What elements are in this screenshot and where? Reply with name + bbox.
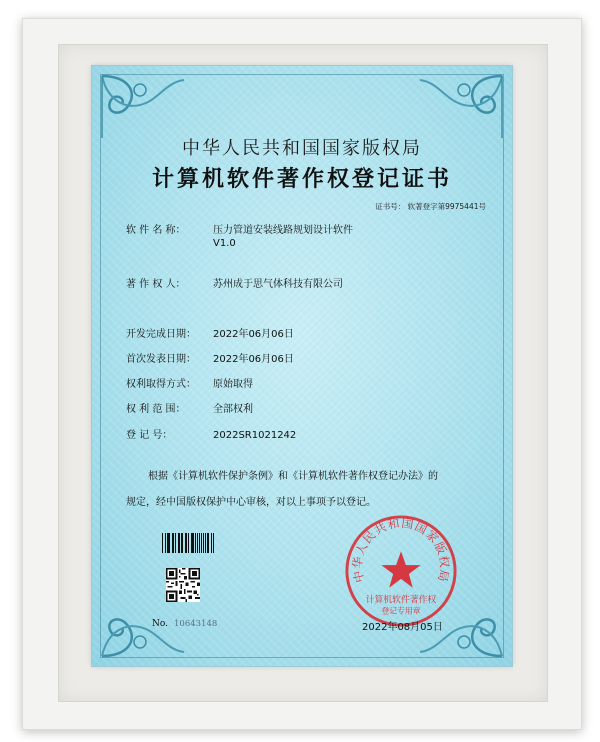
barcode-bar — [178, 533, 179, 553]
barcode-bar — [192, 533, 194, 553]
field-value: 2022年06月06日 — [213, 354, 294, 365]
barcode-bar — [213, 533, 214, 553]
barcode-bar — [173, 533, 174, 553]
field-label: 登 记 号： — [126, 430, 173, 441]
issuer-title: 中华人民共和国国家版权局 — [182, 138, 422, 159]
certificate-number-label: 证书号： — [375, 202, 406, 211]
barcode-bar — [168, 533, 170, 553]
barcode-bar — [186, 533, 187, 553]
barcode-bar — [211, 533, 212, 553]
barcode-bar — [162, 533, 163, 553]
field-value: 全部权利 — [213, 404, 253, 415]
issue-date: 2022年08月05日 — [362, 622, 443, 633]
barcode — [162, 533, 214, 553]
statement-line-1: 根据《计算机软件保护条例》和《计算机软件著作权登记办法》的 — [148, 471, 438, 482]
field-label: 权利取得方式： — [126, 379, 196, 390]
barcode-bar — [201, 533, 202, 553]
field-label: 著 作 权 人： — [126, 279, 186, 290]
serial-number — [152, 619, 217, 629]
barcode-bar — [203, 533, 204, 553]
barcode-bar — [181, 533, 183, 553]
field-value: 苏州成于思气体科技有限公司 — [213, 279, 343, 290]
barcode-bar — [172, 533, 173, 553]
certificate-title: 计算机软件著作权登记证书 — [151, 166, 452, 192]
barcode-bar — [207, 533, 209, 553]
barcode-bar — [185, 533, 186, 553]
corner-ornament-top-right — [416, 72, 506, 142]
certificate-number-value: 软著登字第9975441号 — [407, 202, 486, 211]
field-label: 首次发表日期： — [126, 354, 196, 365]
barcode-bar — [199, 533, 200, 553]
svg-text:中华人民共和国国家版权局: 中华人民共和国国家版权局 — [350, 515, 452, 584]
svg-text:登记专用章: 登记专用章 — [381, 606, 421, 616]
qr-code — [166, 568, 200, 602]
corner-ornament-top-left — [98, 72, 188, 142]
barcode-bar — [191, 533, 192, 553]
field-label: 权 利 范 围： — [126, 404, 186, 415]
barcode-bar — [175, 533, 176, 553]
field-value: 2022年06月06日 — [213, 329, 294, 340]
barcode-bar — [165, 533, 166, 553]
barcode-bar — [179, 533, 180, 553]
barcode-bar — [197, 533, 198, 553]
field-label: 开发完成日期： — [126, 329, 196, 340]
field-value-version: V1.0 — [213, 238, 236, 249]
registration-statement — [126, 464, 492, 516]
barcode-bar — [205, 533, 206, 553]
field-value: 压力管道安装线路规划设计软件 — [213, 225, 353, 236]
barcode-bar — [188, 533, 189, 553]
serial-value: 10643148 — [174, 619, 218, 629]
statement-line-2: 规定，经中国版权保护中心审核，对以上事项予以登记。 — [126, 497, 376, 508]
certificate-number — [375, 201, 486, 212]
field-label: 软 件 名 称： — [126, 225, 186, 236]
field-value: 原始取得 — [213, 379, 253, 390]
barcode-bar — [195, 533, 196, 553]
certificate-paper — [92, 66, 512, 666]
serial-label: No. — [152, 619, 168, 629]
barcode-bar — [167, 533, 168, 553]
svg-text:计算机软件著作权: 计算机软件著作权 — [365, 595, 437, 606]
official-seal — [342, 512, 460, 630]
field-value: 2022SR1021242 — [213, 430, 297, 441]
